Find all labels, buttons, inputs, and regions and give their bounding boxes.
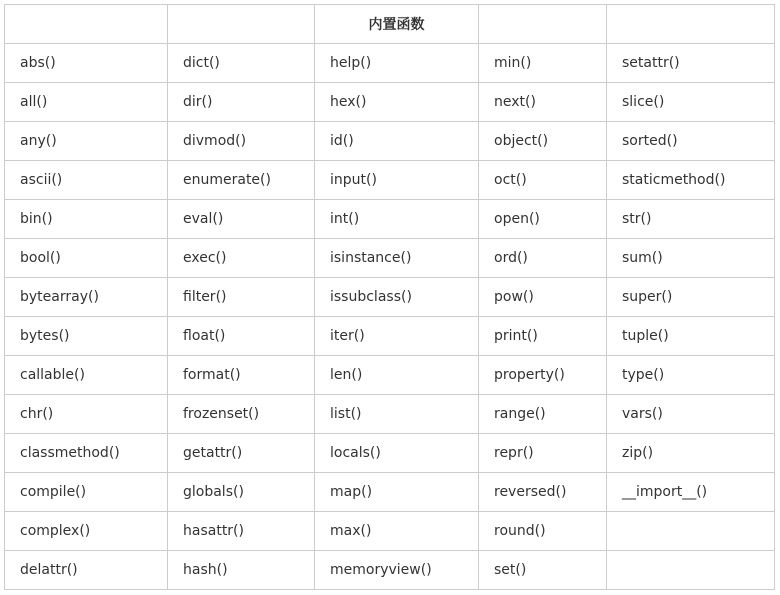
table-row [5,317,775,356]
table-row [5,44,775,83]
header-cell [168,5,315,44]
function-cell: dir() [168,83,315,122]
function-cell: any() [5,122,168,161]
function-cell: hex() [315,83,479,122]
function-cell: str() [607,200,775,239]
header-cell [5,5,168,44]
function-cell: locals() [315,434,479,473]
table-row [5,122,775,161]
table-row [5,83,775,122]
function-cell: compile() [5,473,168,512]
table-row [5,161,775,200]
function-cell: callable() [5,356,168,395]
function-cell: id() [315,122,479,161]
function-cell: chr() [5,395,168,434]
function-cell: all() [5,83,168,122]
function-cell: complex() [5,512,168,551]
function-cell: bool() [5,239,168,278]
function-cell: __import__() [607,473,775,512]
function-cell: oct() [479,161,607,200]
function-cell: object() [479,122,607,161]
function-cell: slice() [607,83,775,122]
function-cell: open() [479,200,607,239]
header-row [5,5,775,44]
function-cell: ord() [479,239,607,278]
function-cell: format() [168,356,315,395]
function-cell [607,512,775,551]
header-cell [479,5,607,44]
table-row [5,200,775,239]
function-cell: max() [315,512,479,551]
function-cell: round() [479,512,607,551]
function-cell: enumerate() [168,161,315,200]
function-cell: issubclass() [315,278,479,317]
function-cell: range() [479,395,607,434]
table-row [5,473,775,512]
function-cell: exec() [168,239,315,278]
function-cell: filter() [168,278,315,317]
table-row [5,551,775,590]
function-cell: getattr() [168,434,315,473]
function-cell: eval() [168,200,315,239]
function-cell: classmethod() [5,434,168,473]
function-cell: map() [315,473,479,512]
function-cell: staticmethod() [607,161,775,200]
function-cell: type() [607,356,775,395]
function-cell: zip() [607,434,775,473]
function-cell: frozenset() [168,395,315,434]
function-cell: sum() [607,239,775,278]
function-cell: tuple() [607,317,775,356]
function-cell: delattr() [5,551,168,590]
table-row [5,395,775,434]
function-cell: globals() [168,473,315,512]
builtin-functions-table [4,4,775,590]
function-cell: abs() [5,44,168,83]
function-cell: hash() [168,551,315,590]
table-title: 内置函数 [315,5,479,44]
table-row [5,512,775,551]
function-cell: bytearray() [5,278,168,317]
function-cell: dict() [168,44,315,83]
function-cell: bytes() [5,317,168,356]
header-cell [607,5,775,44]
function-cell: len() [315,356,479,395]
function-cell: pow() [479,278,607,317]
function-cell: ascii() [5,161,168,200]
table-row [5,278,775,317]
function-cell: bin() [5,200,168,239]
function-cell: setattr() [607,44,775,83]
function-cell: vars() [607,395,775,434]
function-cell: set() [479,551,607,590]
function-cell: property() [479,356,607,395]
function-cell: reversed() [479,473,607,512]
function-cell: hasattr() [168,512,315,551]
table-row [5,239,775,278]
table-body [5,44,775,590]
function-cell: int() [315,200,479,239]
function-cell: memoryview() [315,551,479,590]
function-cell: super() [607,278,775,317]
function-cell: next() [479,83,607,122]
function-cell: iter() [315,317,479,356]
function-cell: print() [479,317,607,356]
function-cell [607,551,775,590]
function-cell: input() [315,161,479,200]
function-cell: sorted() [607,122,775,161]
function-cell: list() [315,395,479,434]
function-cell: float() [168,317,315,356]
function-cell: min() [479,44,607,83]
function-cell: divmod() [168,122,315,161]
table-row [5,434,775,473]
table-row [5,356,775,395]
function-cell: repr() [479,434,607,473]
function-cell: isinstance() [315,239,479,278]
function-cell: help() [315,44,479,83]
